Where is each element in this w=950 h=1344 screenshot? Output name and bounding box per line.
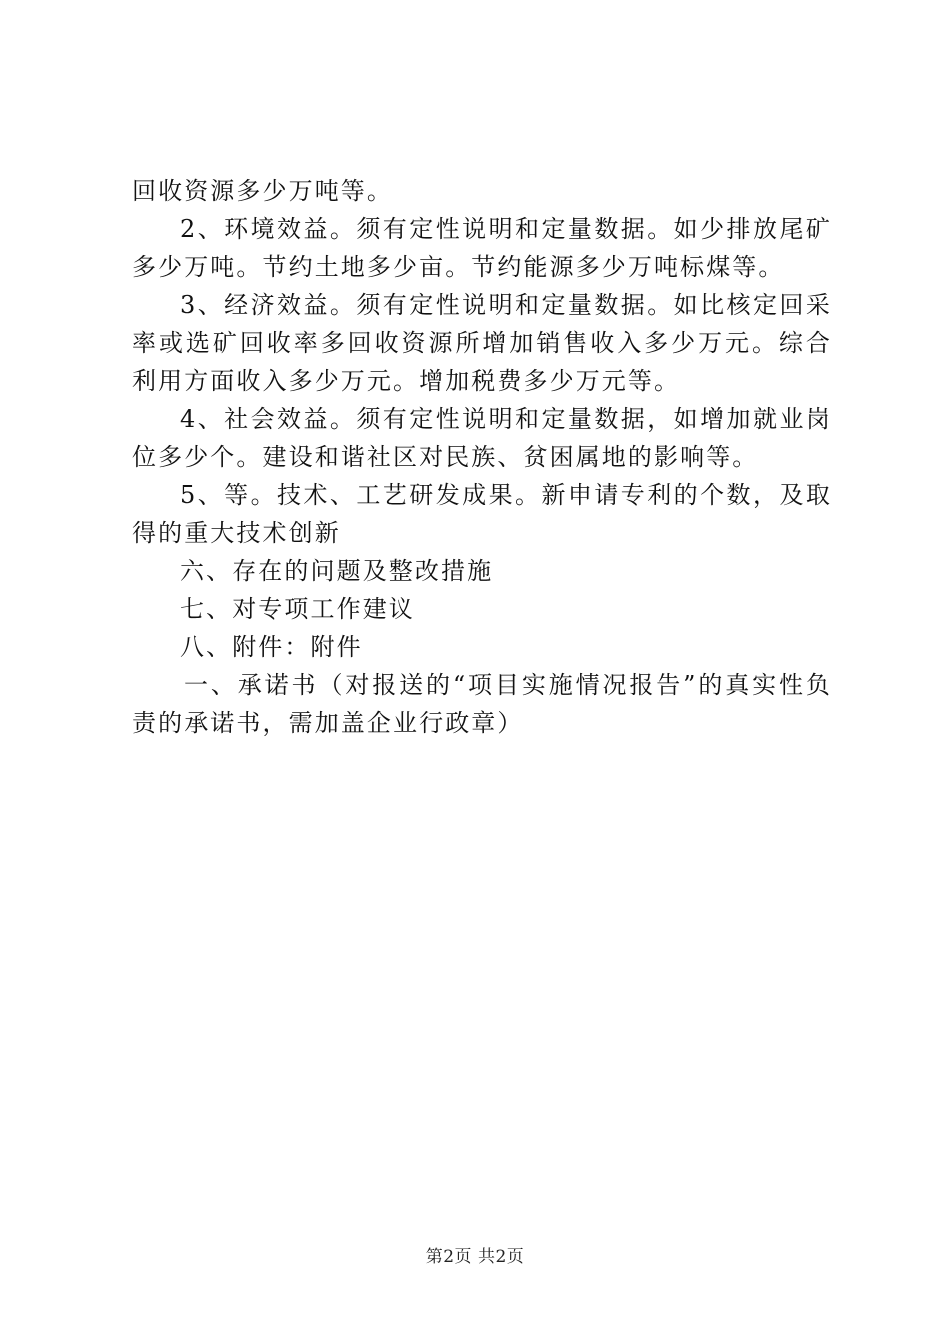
paragraph-economic-benefit: 3、经济效益。须有定性说明和定量数据。如比核定回采率或选矿回收率多回收资源所增加销售收入多少万元。综合利用方面收入多少万元。增加税费多少万元等。	[132, 291, 832, 395]
document-body	[132, 172, 832, 742]
page-number-footer: 第2页 共2页	[425, 1247, 525, 1267]
paragraph-continuation: 回收资源多少万吨等。	[132, 177, 393, 205]
paragraph-technology-results: 5、等。技术、工艺研发成果。新申请专利的个数，及取得的重大技术创新	[132, 481, 832, 547]
heading-problems-measures: 六、存在的问题及整改措施	[180, 557, 494, 585]
paragraph-social-benefit: 4、社会效益。须有定性说明和定量数据，如增加就业岗位多少个。建设和谐社区对民族、贫困属地的影响等。	[132, 405, 832, 471]
heading-suggestions: 七、对专项工作建议	[180, 595, 415, 623]
paragraph-commitment-letter: 一、承诺书（对报送的“项目实施情况报告”的真实性负责的承诺书，需加盖企业行政章）	[132, 671, 832, 737]
paragraph-environmental-benefit: 2、环境效益。须有定性说明和定量数据。如少排放尾矿多少万吨。节约土地多少亩。节约能源多少万吨标煤等。	[132, 215, 832, 281]
heading-attachments: 八、附件：附件	[180, 633, 363, 661]
